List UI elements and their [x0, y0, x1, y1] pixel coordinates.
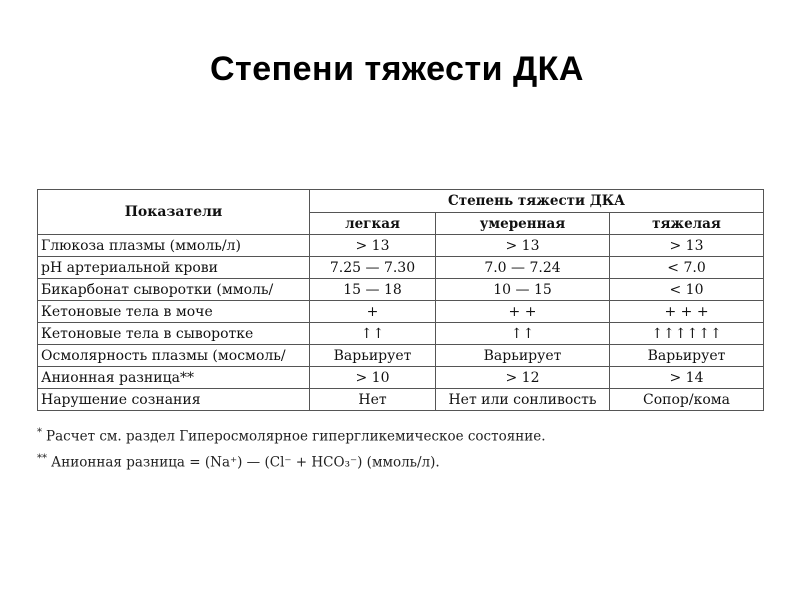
table-row — [38, 235, 764, 257]
cell-mild: ↑↑ — [310, 323, 436, 345]
row-label: Кетоновые тела в сыворотке — [38, 323, 310, 345]
severity-mild-header: легкая — [310, 213, 436, 235]
cell-moderate: Нет или сонливость — [436, 389, 610, 411]
table-row — [38, 257, 764, 279]
table-row — [38, 301, 764, 323]
table-row — [38, 345, 764, 367]
row-label: Кетоновые тела в моче — [38, 301, 310, 323]
cell-severe: + + + — [610, 301, 764, 323]
cell-moderate: 10 — 15 — [436, 279, 610, 301]
severity-moderate-header: умеренная — [436, 213, 610, 235]
cell-severe: < 10 — [610, 279, 764, 301]
table-row — [38, 389, 764, 411]
cell-severe: Варьирует — [610, 345, 764, 367]
row-label: Осмолярность плазмы (мосмоль/ — [38, 345, 310, 367]
cell-moderate: + + — [436, 301, 610, 323]
cell-severe: > 14 — [610, 367, 764, 389]
footnote-mark: * — [37, 427, 42, 438]
indicators-header: Показатели — [38, 190, 310, 235]
cell-severe: < 7.0 — [610, 257, 764, 279]
cell-mild: Варьирует — [310, 345, 436, 367]
cell-mild: > 10 — [310, 367, 436, 389]
row-label: pH артериальной крови — [38, 257, 310, 279]
cell-moderate: ↑↑ — [436, 323, 610, 345]
cell-severe: Сопор/кома — [610, 389, 764, 411]
footnote-text: Анионная разница = (Na⁺) — (Cl⁻ + HCO₃⁻) (ммоль/л). — [51, 454, 440, 470]
cell-moderate: Варьирует — [436, 345, 610, 367]
cell-mild: Нет — [310, 389, 436, 411]
cell-severe: > 13 — [610, 235, 764, 257]
cell-mild: + — [310, 301, 436, 323]
cell-moderate: > 12 — [436, 367, 610, 389]
footnote — [37, 448, 763, 474]
footnote-text: Расчет см. раздел Гиперосмолярное гипергликемическое состояние. — [46, 428, 546, 445]
footnotes — [37, 422, 763, 473]
cell-moderate: > 13 — [436, 235, 610, 257]
page-title: Степени тяжести ДКА — [210, 50, 584, 88]
cell-mild: 15 — 18 — [310, 279, 436, 301]
footnote — [37, 422, 763, 448]
table-row — [38, 279, 764, 301]
row-label: Глюкоза плазмы (ммоль/л) — [38, 235, 310, 257]
dka-severity-table-wrapper — [37, 189, 763, 411]
table-row — [38, 367, 764, 389]
dka-severity-table — [37, 189, 764, 411]
row-label: Нарушение сознания — [38, 389, 310, 411]
footnote-mark: ** — [37, 452, 47, 464]
table-row — [38, 323, 764, 345]
cell-mild: 7.25 — 7.30 — [310, 257, 436, 279]
cell-severe: ↑↑↑↑↑↑ — [610, 323, 764, 345]
cell-moderate: 7.0 — 7.24 — [436, 257, 610, 279]
row-label: Бикарбонат сыворотки (ммоль/ — [38, 279, 310, 301]
row-label: Анионная разница** — [38, 367, 310, 389]
severity-group-header: Степень тяжести ДКА — [310, 190, 764, 213]
severity-severe-header: тяжелая — [610, 213, 764, 235]
cell-mild: > 13 — [310, 235, 436, 257]
